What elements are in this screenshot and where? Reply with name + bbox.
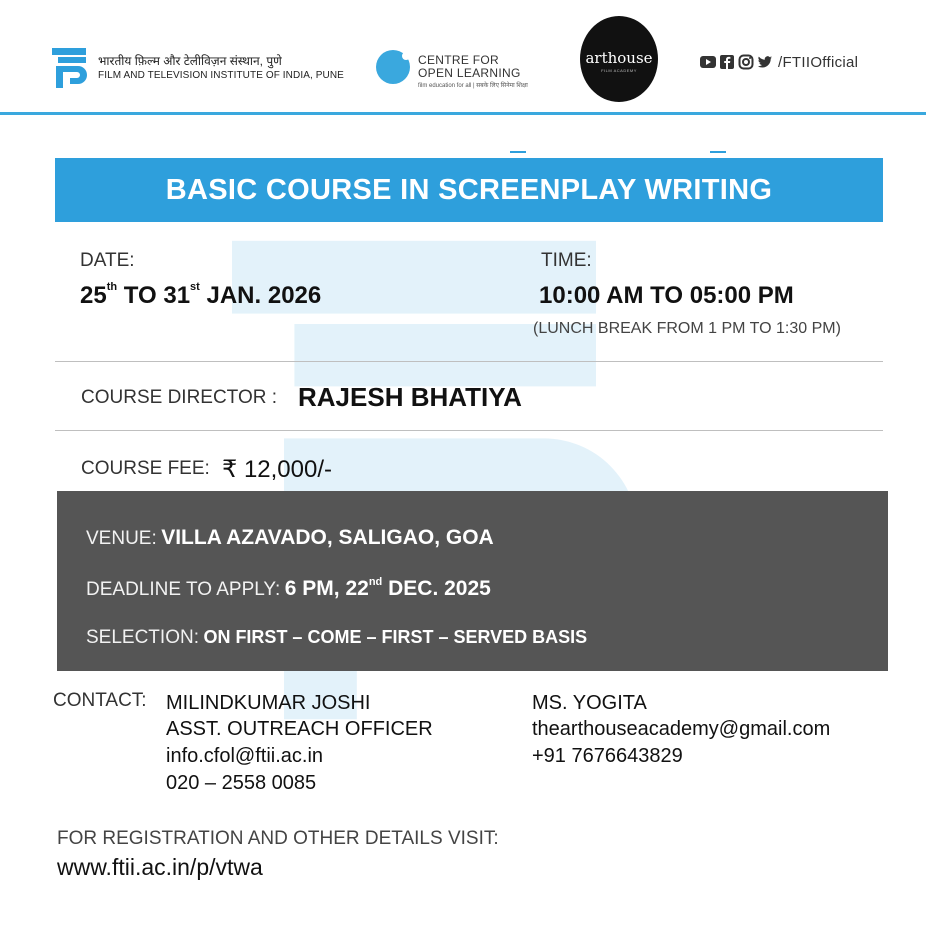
contact-person1-name: MILINDKUMAR JOSHI bbox=[166, 692, 371, 714]
title-accent-mark bbox=[710, 151, 726, 153]
registration-label: FOR REGISTRATION AND OTHER DETAILS VISIT: bbox=[57, 828, 499, 849]
twitter-icon[interactable] bbox=[757, 54, 773, 70]
contact-person1-phone[interactable]: 020 – 2558 0085 bbox=[166, 772, 317, 794]
contact-person2-email[interactable]: thearthouseacademy@gmail.com bbox=[532, 718, 831, 740]
instagram-icon[interactable] bbox=[738, 54, 754, 70]
title-accent-mark bbox=[510, 151, 526, 153]
deadline-label: DEADLINE TO APPLY: bbox=[86, 579, 281, 600]
social-links bbox=[700, 53, 858, 71]
lunch-break-note: (LUNCH BREAK FROM 1 PM TO 1:30 PM) bbox=[533, 320, 841, 337]
course-director-label: COURSE DIRECTOR : bbox=[81, 387, 278, 408]
deadline-value: 6 PM, 22nd DEC. 2025 bbox=[284, 576, 491, 600]
contact-person1-email[interactable]: info.cfol@ftii.ac.in bbox=[166, 745, 324, 767]
date-value: 25th TO 31st JAN. 2026 bbox=[80, 281, 322, 309]
contact-label: CONTACT: bbox=[53, 690, 147, 711]
venue-line bbox=[86, 526, 494, 550]
ftii-name-english: FILM AND TELEVISION INSTITUTE OF INDIA, PUNE bbox=[98, 70, 344, 81]
ftii-name-hindi: भारतीय फ़िल्म और टेलीविज़न संस्थान, पुणे bbox=[98, 54, 282, 68]
section-divider bbox=[55, 361, 883, 362]
facebook-icon[interactable] bbox=[719, 54, 735, 70]
course-fee-value: ₹ 12,000/- bbox=[222, 456, 333, 483]
cfol-tagline: film education for all | सबके लिए सिनेमा शिक्षा bbox=[418, 83, 528, 89]
course-fee-label: COURSE FEE: bbox=[81, 458, 210, 479]
registration-link[interactable]: www.ftii.ac.in/p/vtwa bbox=[57, 854, 263, 880]
section-divider bbox=[55, 430, 883, 431]
date-label: DATE: bbox=[80, 250, 135, 271]
ftii-logo-icon bbox=[48, 46, 92, 90]
course-director-name: RAJESH BHATIYA bbox=[298, 382, 522, 412]
deadline-line bbox=[86, 577, 491, 601]
cfol-name-line1: CENTRE FOR bbox=[418, 53, 499, 67]
social-handle[interactable]: /FTIIOfficial bbox=[778, 53, 859, 71]
course-title: BASIC COURSE IN SCREENPLAY WRITING bbox=[165, 174, 773, 206]
selection-label: SELECTION: bbox=[86, 627, 199, 648]
arthouse-logo-name: arthouse bbox=[585, 49, 653, 67]
selection-value: ON FIRST – COME – FIRST – SERVED BASIS bbox=[203, 627, 588, 647]
contact-person2-phone[interactable]: +91 7676643829 bbox=[532, 745, 683, 767]
time-value: 10:00 AM TO 05:00 PM bbox=[539, 282, 794, 309]
arthouse-logo-sub: FILM ACADEMY bbox=[601, 68, 637, 73]
venue-label: VENUE: bbox=[86, 528, 157, 549]
arthouse-logo bbox=[580, 16, 658, 102]
cfol-name-line2: OPEN LEARNING bbox=[418, 66, 521, 80]
venue-value: VILLA AZAVADO, SALIGAO, GOA bbox=[161, 526, 494, 549]
selection-line bbox=[86, 627, 587, 649]
youtube-icon[interactable] bbox=[700, 54, 716, 70]
time-label: TIME: bbox=[541, 250, 592, 271]
contact-person1-role: ASST. OUTREACH OFFICER bbox=[166, 718, 433, 740]
header-divider bbox=[0, 112, 926, 115]
contact-person2-name: MS. YOGITA bbox=[532, 692, 647, 714]
cfol-logo-dot bbox=[402, 52, 410, 60]
